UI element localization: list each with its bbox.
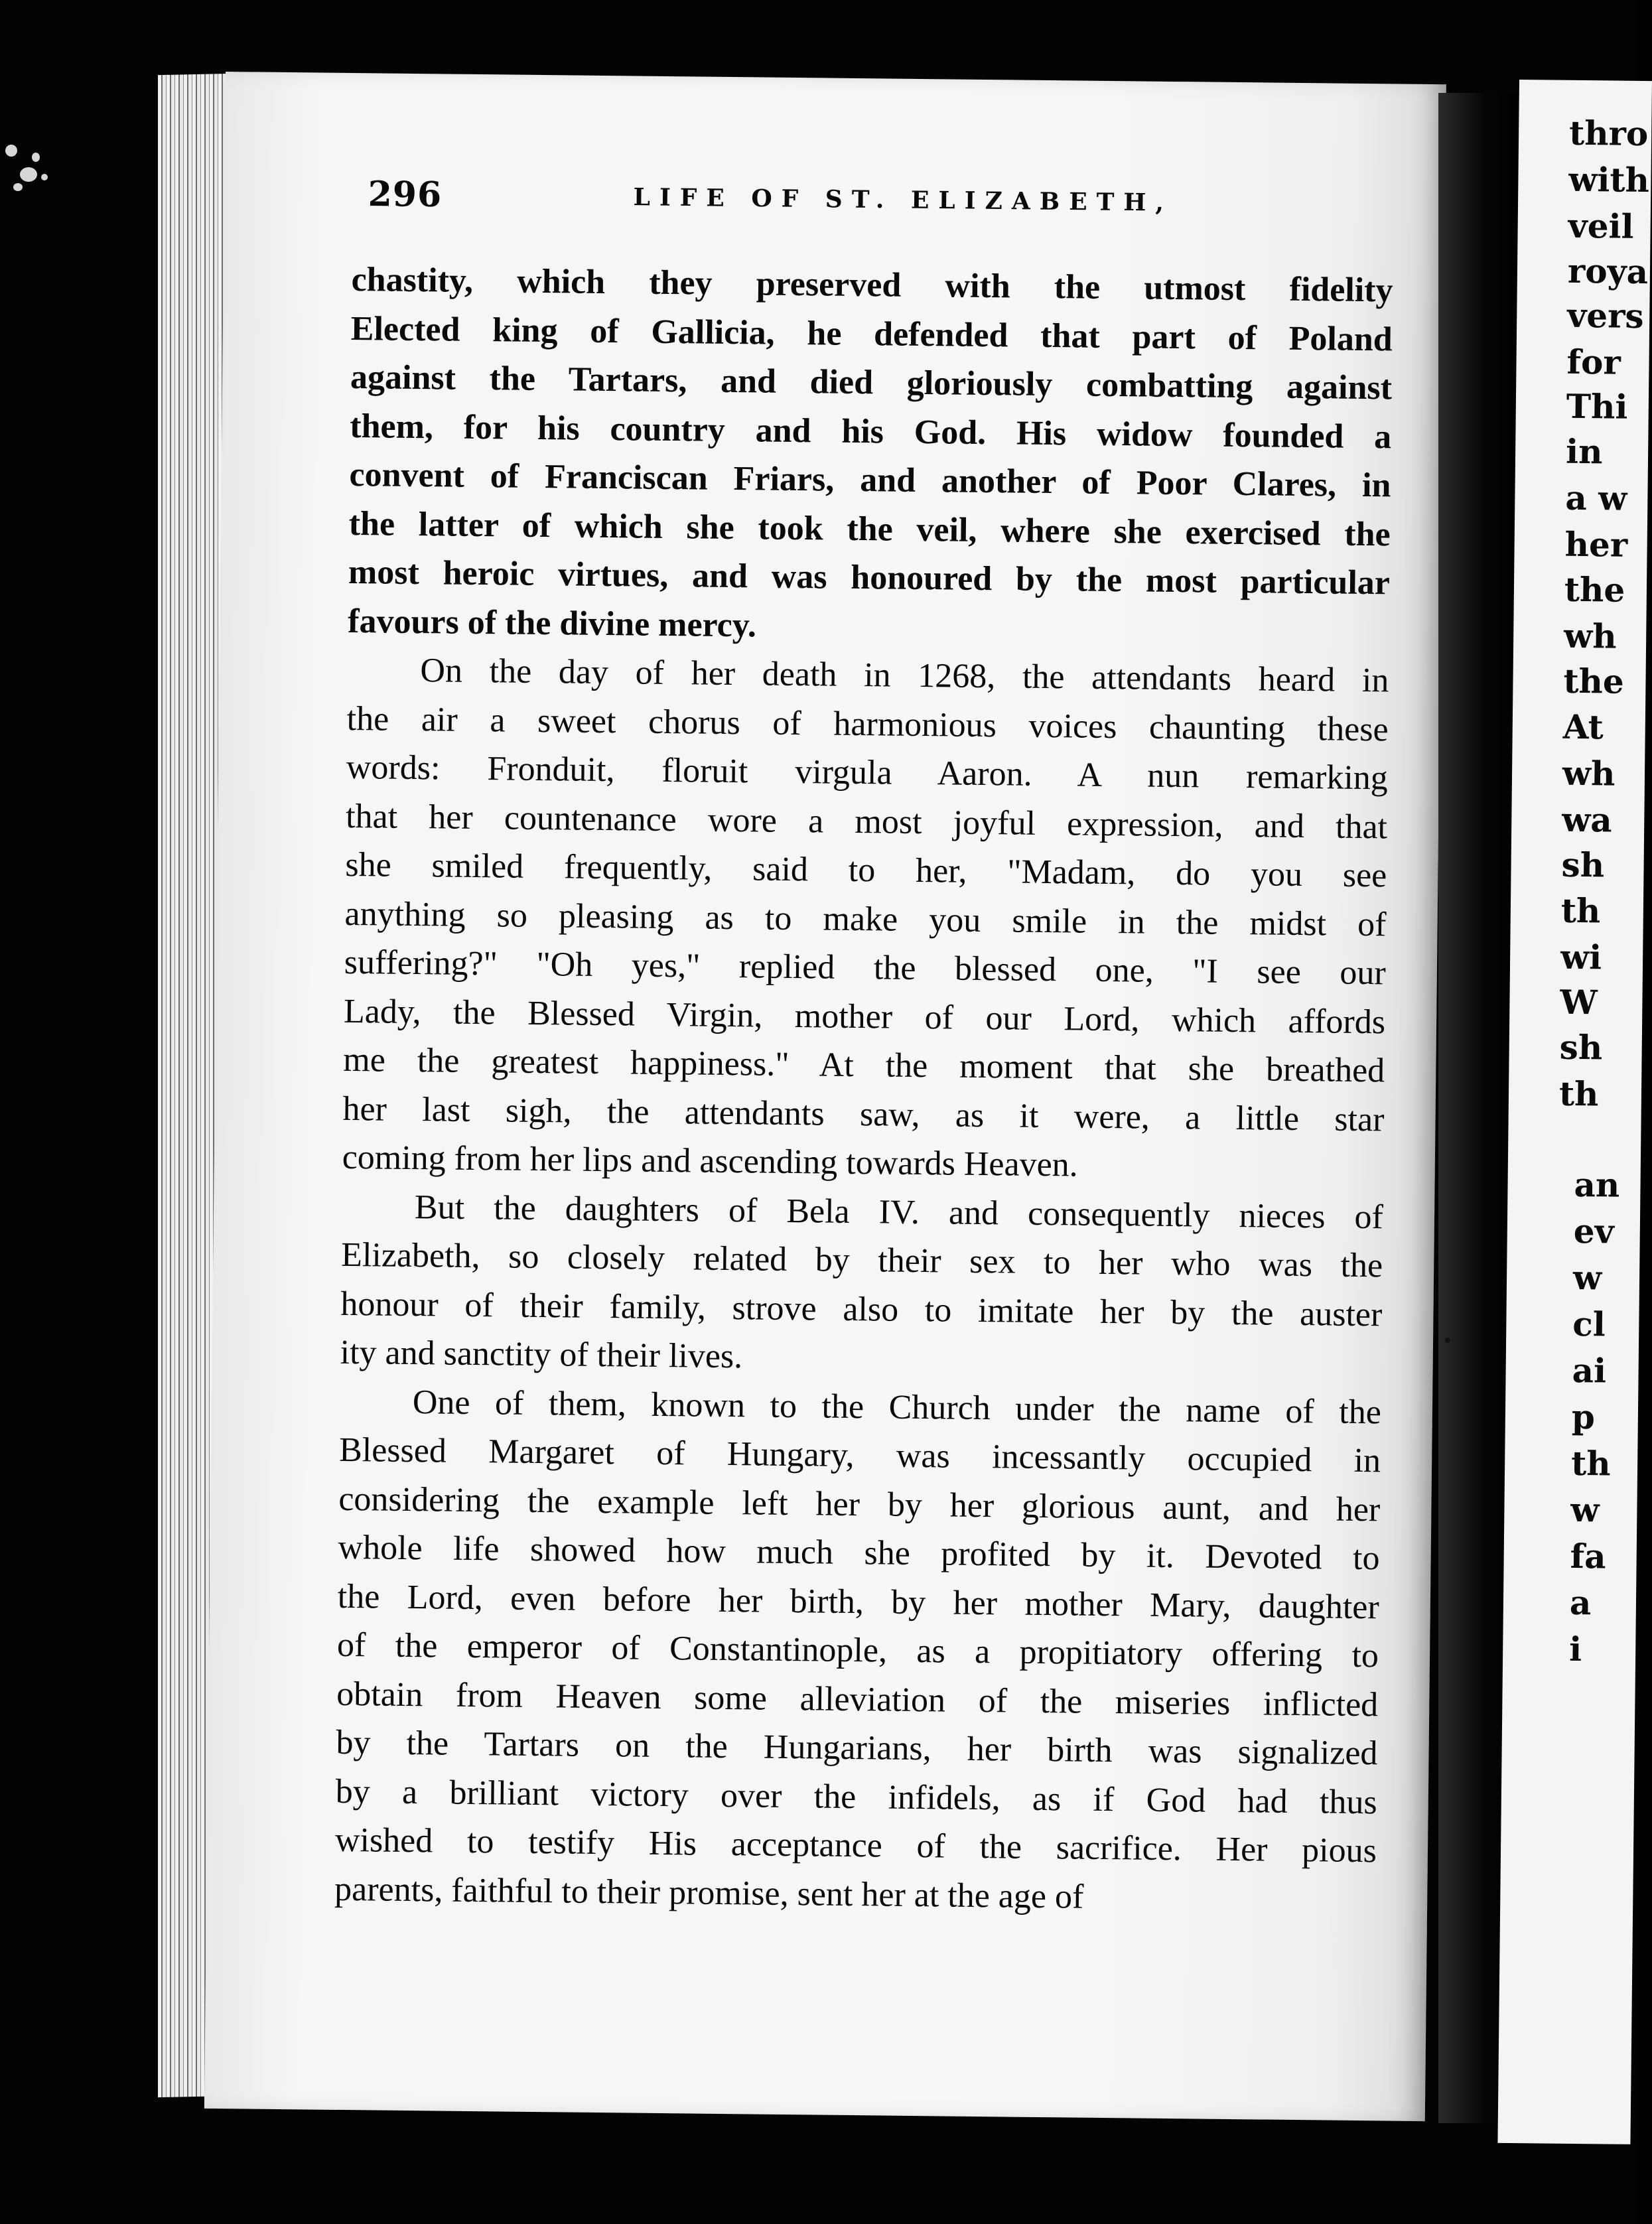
right-page-word: W: [1560, 982, 1598, 1022]
text-line: them, for his country and his God. His widow founded a: [350, 407, 1392, 456]
right-page-word: i: [1568, 1629, 1582, 1669]
right-page-fragment: [1497, 80, 1652, 2144]
text-line: words: Fronduit, floruit virgula Aaron. A nun remarking: [346, 748, 1389, 798]
text-line: me the greatest happiness." At the moment that she breathed: [343, 1040, 1385, 1090]
text-line: On the day of her death in 1268, the attendants heard in: [420, 652, 1389, 700]
text-line: Elected king of Gallicia, he defended that part of Poland: [350, 309, 1393, 358]
right-page-word: ai: [1572, 1350, 1607, 1391]
text-line: the Lord, even before her birth, by her mother Mary, daughter: [337, 1577, 1380, 1626]
right-page-word: an: [1574, 1164, 1620, 1205]
right-page-word: At: [1562, 707, 1604, 747]
text-line: But the daughters of Bela IV. and consequently nieces of: [414, 1188, 1384, 1236]
right-page-word: w: [1570, 1490, 1600, 1530]
dust-speck: [5, 145, 17, 157]
right-page-word: wh: [1563, 616, 1617, 656]
text-line: convent of Franciscan Friars, and another of Poor Clares, in: [349, 455, 1391, 505]
text-line: by the Tartars on the Hungarians, her birth was signalized: [336, 1723, 1378, 1773]
right-page-word: sh: [1559, 1027, 1603, 1068]
paragraph: [334, 1377, 1381, 1924]
paragraph: [340, 1182, 1383, 1387]
text-line: chastity, which they preserved with the utmost fidelity: [351, 260, 1393, 310]
text-line: honour of their family, strove also to imitate her by the auster: [340, 1285, 1383, 1334]
text-line: she smiled frequently, said to her, "Madam, do you see: [345, 845, 1387, 895]
text-line: considering the example left her by her glorious aunt, and her: [338, 1480, 1381, 1529]
right-page-word: veil: [1568, 206, 1634, 246]
right-page-word: a w: [1565, 478, 1627, 518]
right-page-word: p: [1571, 1397, 1596, 1437]
right-page-word: in: [1565, 431, 1603, 472]
text-line: whole life showed how much she profited by it. Devoted to: [338, 1528, 1380, 1578]
text-line: that her countenance wore a most joyful expression, and that: [345, 797, 1388, 846]
right-page-word: roya: [1567, 251, 1649, 292]
text-line: coming from her lips and ascending towards Heaven.: [342, 1138, 1079, 1184]
text-line: One of them, known to the Church under the name of the: [412, 1383, 1382, 1431]
right-page-word: her: [1564, 524, 1628, 565]
right-page-word: with: [1568, 159, 1650, 200]
text-line: the air a sweet chorus of harmonious voices chaunting these: [346, 699, 1389, 748]
text-line: most heroic virtues, and was honoured by the most particular: [348, 553, 1391, 602]
stray-ink-dot: [1445, 1338, 1450, 1343]
right-page-word: ev: [1573, 1211, 1615, 1251]
text-line: her last sigh, the attendants saw, as it were, a little star: [342, 1089, 1385, 1139]
text-line: favours of the divine mercy.: [347, 602, 757, 644]
right-page-word: vers: [1566, 295, 1644, 336]
right-page-word: wh: [1562, 753, 1616, 794]
right-page-word: for: [1566, 342, 1621, 382]
text-line: Elizabeth, so closely related by their sex to her who was the: [340, 1235, 1383, 1285]
text-line: parents, faithful to their promise, sent her at the age of: [334, 1870, 1084, 1916]
body-text: [334, 255, 1393, 1924]
right-page-word: fa: [1570, 1536, 1606, 1576]
dust-speck: [13, 183, 23, 191]
text-line: against the Tartars, and died gloriously combatting against: [350, 358, 1393, 407]
right-page-word: cl: [1572, 1304, 1606, 1344]
right-page-word: Thi: [1566, 386, 1628, 427]
paragraph: [342, 646, 1389, 1193]
paragraph: [348, 255, 1393, 656]
text-line: of the emperor of Constantinople, as a propitiatory offering to: [336, 1626, 1379, 1675]
right-page-word: th: [1560, 890, 1601, 931]
right-page-word: a: [1569, 1582, 1592, 1623]
right-page-word: thro: [1568, 113, 1649, 154]
text-line: ity and sanctity of their lives.: [340, 1333, 743, 1376]
text-line: the latter of which she took the veil, where she exercised the: [348, 504, 1391, 553]
text-line: suffering?" "Oh yes," replied the blessed one, "I see our: [344, 943, 1387, 993]
dust-speck: [20, 167, 37, 182]
right-page-word: the: [1564, 569, 1625, 610]
text-line: Blessed Margaret of Hungary, was incessantly occupied in: [338, 1430, 1381, 1480]
right-page-word: wa: [1562, 799, 1613, 840]
right-page-word: wi: [1560, 937, 1602, 977]
right-page-word: the: [1563, 661, 1625, 701]
text-line: anything so pleasing as to make you smile in the midst of: [344, 894, 1387, 943]
text-line: by a brilliant victory over the infidels, as if God had thus: [335, 1772, 1377, 1821]
dust-speck: [32, 153, 40, 162]
text-line: wished to testify His acceptance of the sacrifice. Her pious: [334, 1821, 1377, 1870]
right-page-word: w: [1572, 1257, 1602, 1298]
text-line: Lady, the Blessed Virgin, mother of our Lord, which affords: [343, 992, 1386, 1041]
dust-speck: [41, 174, 48, 180]
text-line: obtain from Heaven some alleviation of the miseries inflicted: [336, 1675, 1379, 1724]
page-number: 296: [368, 174, 443, 216]
running-head-title: LIFE OF ST. ELIZABETH,: [633, 183, 1174, 217]
right-page-word: th: [1558, 1074, 1599, 1114]
right-page-word: sh: [1561, 845, 1605, 885]
right-page-word: th: [1570, 1443, 1611, 1484]
